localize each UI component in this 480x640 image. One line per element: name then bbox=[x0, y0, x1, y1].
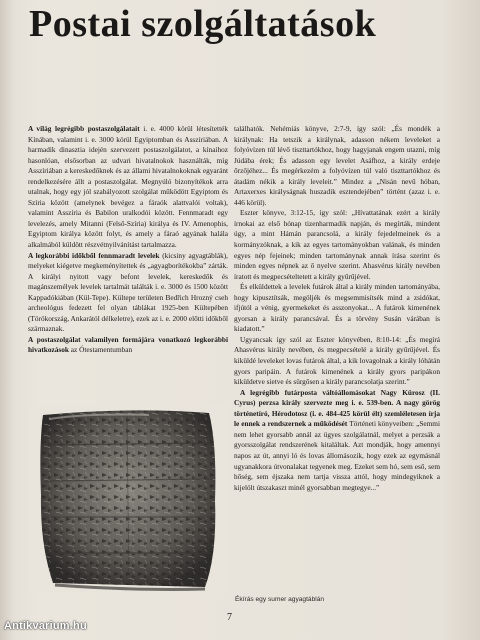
left-column bbox=[28, 124, 228, 356]
paragraph-text: az Ótestamentumban bbox=[68, 345, 133, 355]
paragraph bbox=[28, 124, 228, 251]
right-column bbox=[234, 124, 440, 493]
page-title: Postai szolgáltatások bbox=[29, 3, 377, 45]
bold-lead: A világ legrégibb postaszolgálatait bbox=[28, 124, 140, 133]
cuneiform-tablet-photo bbox=[29, 405, 227, 593]
bold-lead: A postaszolgálat valamilyen formájára vonatkozó legkorábbi hivatkozások bbox=[28, 334, 228, 355]
paragraph-text: (kicsiny agyagtáblák), melyeket kiégetve megkeményítettek és „agyagborítékokba” zárták. A királyi nyitott vagy befont levelek, kereskedők és magánszemélyek levelek tartalmát találták i. e. 3000 és 1500 között Kappadókiában (Kül-Tepe). Kültepe területen Bedřich Hrozný cseh archeológus fedezett fel olyan táblákat 1925-ben Kültepében (Törökország, Ankarától délkeletre), ezek az i. e. 2000 előtti időkből származnak. bbox=[28, 250, 228, 334]
paragraph-text: i. e. 4000 körül létesítették Kínában, valamint i. e. 3000 körül Egyiptomban és Asszíriában. A harmadik dinasztia idején szervezett postaszolgálatot, a kínaihoz hasonlóan, elsősorban az udvari hivatalnokok használták, míg Asszíriában a kereskedőknek és az állami hivatalnokoknak egyaránt rendelkezésére állt a postaszolgálat. Megnyúló bizonyítékok arra utalnak, hogy egy jól szabályozott szolgálat működött Egyiptom és Szíria között (amelynek bevégez a fáraók alattvalói voltak), valamint Asszíria és Babilon uralkodói között. Fennmaradt egy levelezés, amely Mitanni (Felső-Szíria) királya és IV. Amenophis, Egyiptom királya között folyt, és amely a fáraó agyának halála alkalmából küldött részvétnyilvánítást tartalmazza. bbox=[28, 124, 228, 250]
paragraph bbox=[28, 335, 228, 356]
bold-lead: A legkorábbi időkből fennmaradt levelek bbox=[28, 250, 160, 260]
paragraph: Ugyancsak így szól az Eszter könyvében, 8:10-14: „És megírá Ahasvérus király nevében, és megpecsételé a király gyűrűjével. És kiküldé leveleket lovas futárok által, a kik lovagolnak a király lóhátán gyors paripáin. A futárok kimenének a király gyors paripákon kiküldetve sietve és sürgősen a király parancsolatja szerint.” bbox=[234, 334, 440, 387]
paragraph: találhatók. Nehémiás könyve, 2:7-9, így szól: „És mondék a királynak: Ha tetszik a királynak, adasson nékem leveleket a folyóvízen túl lévő tiszttartókhoz, hogy hagyjanak engem utazni, míg Júdába érek; És adasson egy levelet Asáfhoz, a király erdeje őrzőjéhez... És megérkezém a folyóvízen túl való tiszttartókhoz és átadám nékik a király leveleit.” Mindez a „Nisán nevű hóban, Artaxerxes királyságnak huszadik esztendejében” történt (azaz i. e. 446 körül). bbox=[234, 124, 440, 207]
paragraph: És elküldettek a levelek futárok által a király minden tartományába, hogy kipusztítsák, megöljék és megsemmisítsék mind a zsidókat, ifjútól a vénig, gyermekeket és asszonyokat... A futárok kimenének gyorsan a király parancsával. És a törvény Susán várában is kiadatott.” bbox=[234, 282, 440, 334]
watermark: Antikvarium.hu bbox=[4, 620, 87, 632]
page-number: 7 bbox=[227, 612, 232, 623]
figure-caption: Ékírás egy sumer agyagtáblán bbox=[235, 596, 325, 603]
paragraph: Eszter könyve, 3:12-15, így szól: „Hívattatának ezért a király írnokai az első hónap tizenharmadik napján, és megírták, mindent úgy, a mint Hámán parancsolá, a király fejedelmeinek és a kormányzóknak, a kik az egyes tartományokban valának, és minden egyes nép fejeinek; minden tartománynak annak írása szerint és minden egyes népnek az ő nyelve szerint. Ahasvérus király nevében íratott és megpecsételtetett a király gyűrűjével. bbox=[234, 208, 440, 281]
paragraph bbox=[28, 251, 228, 335]
paragraph bbox=[234, 388, 440, 493]
paragraph-text: Történeti könyveiben: „Semmi nem lehet gyorsabb annál az ügyes szolgálatnál, melyet a perzsák a gyorsszolgálat rendszerének kitaláltak. Azt mondják, hogy amennyi napos az út, annyi ló és lovas állomásozik, hogy ezek az egymásnál ugyanakkora útvonalakat tegyenek meg. Ezeket sem hó, sem eső, sem hőség, sem éjszaka nem tartja vissza attól, hogy mindegyiknek a kijelölt útszakaszt minél gyorsabban megtegye...” bbox=[234, 419, 440, 492]
bold-lead: A legrégibb futárposta váltóállomásokat Nagy Kürosz (II. Cyrus) perzsa király szervezte meg i. e. 539-ben. A nagy görög történetíró, Hérodotosz (i. e. 484-425 körül élt) szemléletesen írja le ennek a rendszernek a működését bbox=[234, 387, 440, 429]
